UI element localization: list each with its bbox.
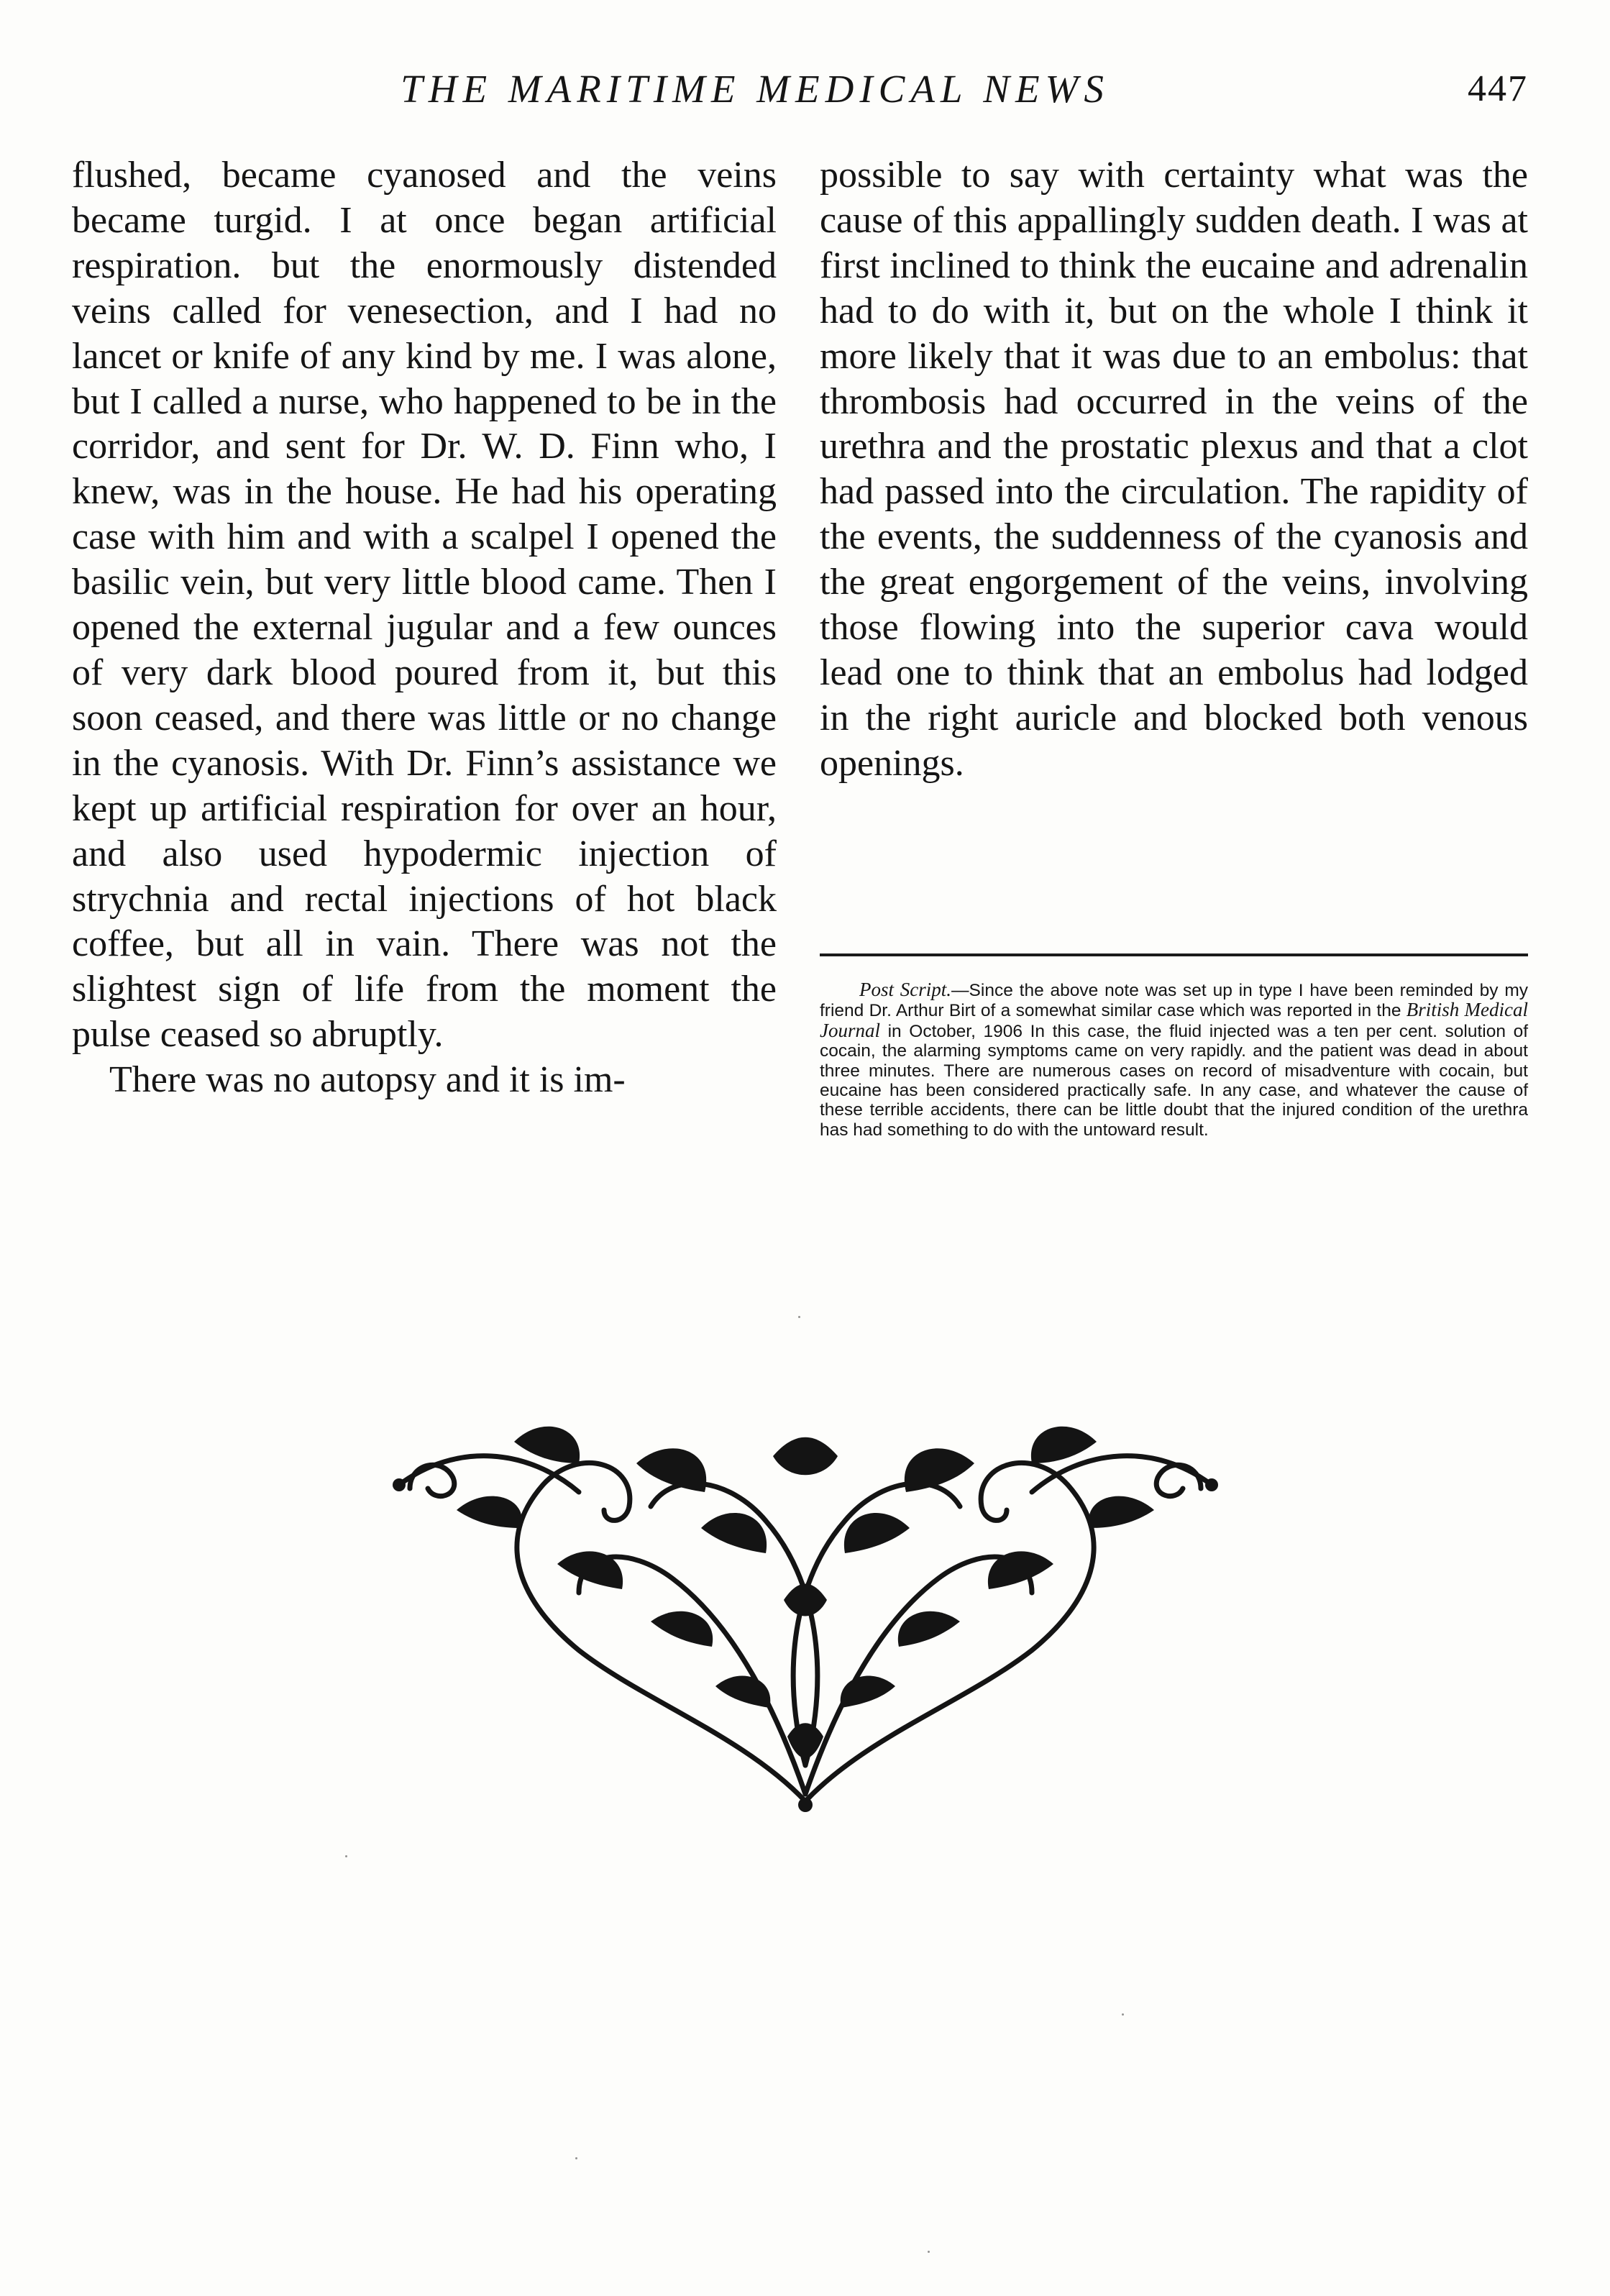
right-paragraph-1: possible to say with certainty what was the cause of this appallingly sudden death. I was at first inclined to think the eucaine and adrenalin had to do with it, but on the whole I think it more likely that it was due to an embolus: that thrombosis had occurred in the veins of the urethra and the prostatic plexus and that a clot had passed into the circulation. The rapidity of the events, the suddenness of the cyanosis and the great engorgement of the veins, involving those flowing into the superior cava would lead one to think that an embolus had lodged in the right auricle and blocked both venous openings. (820, 155, 1528, 784)
left-paragraph-2: There was no autopsy and it is im- (109, 1059, 626, 1101)
floral-scroll-tailpiece-icon (342, 1363, 1269, 1823)
scan-speck (345, 1855, 347, 1857)
scan-speck (798, 1316, 800, 1318)
scan-speck (928, 2251, 930, 2253)
postscript-lead: Post Script. (859, 979, 952, 1000)
section-divider-rule (820, 953, 1528, 956)
postscript-text-1: —Since the above note was set up in type I have been reminded by my friend Dr. Arthur Birt of a somewhat similar case which was reported in the (820, 981, 1528, 1021)
scan-speck (1122, 2013, 1124, 2016)
right-column (820, 153, 1528, 787)
left-paragraph-1: flushed, became cyanosed and the veins became turgid. I at once began artificial respiration. but the enormously distended veins called for venesection, and I had no lancet or knife of any kind by me. I was alone, but I called a nurse, who happened to be in the corridor, and sent for Dr. W. D. Finn who, I knew, was in the house. He had his operating case with him and with a scalpel I opened the basilic vein, but very little blood came. Then I opened the external jugular and a few ounces of very dark blood poured from it, but this soon ceased, and there was little or no change in the cyanosis. With Dr. Finn’s assistance we kept up artificial respiration for over an hour, and also used hypodermic injection of strychnia and rectal injections of hot black coffee, but all in vain. There was not the slightest sign of life from the moment the pulse ceased so abruptly. (72, 155, 777, 1056)
scan-speck (575, 2157, 577, 2159)
running-title: THE MARITIME MEDICAL NEWS (401, 67, 1110, 111)
postscript-note (820, 980, 1528, 1140)
page-number: 447 (1468, 68, 1528, 109)
postscript-text-2: in October, 1906 In this case, the fluid injected was a ten per cent. solution of cocain, the alarming symptoms came on very rapidly. and the patient was dead in about three minutes. There are numerous cases on record of misadventure with cocain, but eucaine has been considered practically safe. In any case, and whatever the cause of these terrible accidents, there can be little doubt that the injured condition of the urethra has had something to do with the untoward result. (820, 1021, 1528, 1140)
journal-name: British Medical Journal (820, 999, 1528, 1041)
left-column (72, 153, 777, 1103)
postscript-paragraph (820, 980, 1528, 1140)
